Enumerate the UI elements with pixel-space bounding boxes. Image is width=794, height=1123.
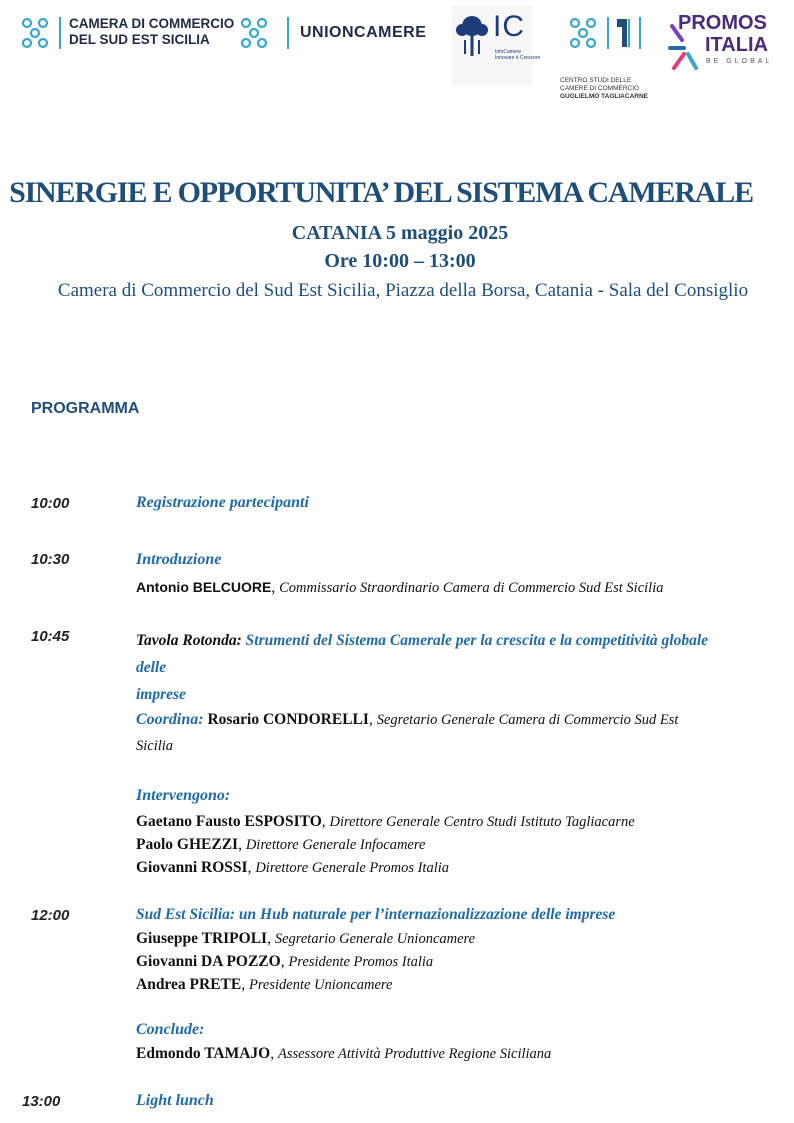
speaker-name: Paolo GHEZZI	[136, 836, 239, 853]
speaker-name: Andrea PRETE	[136, 976, 242, 993]
logo5-line2: ITALIA	[705, 34, 768, 56]
tavola-title-1: Strumenti del Sistema Camerale per la crescita e la competitività globale delle	[136, 632, 709, 676]
speaker-line: Giovanni DA POZZO, Presidente Promos Italia	[136, 953, 434, 970]
speaker-role: Direttore Generale Centro Studi Istituto Tagliacarne	[329, 814, 635, 830]
logo2-text: UNIONCAMERE	[300, 24, 427, 41]
swirl-icon	[236, 15, 272, 51]
agenda-time: 13:00	[22, 1093, 61, 1110]
coordina-role-1: Segretario Generale Camera di Commercio Sud Est	[376, 712, 679, 728]
logo1-line2: DEL SUD EST SICILIA	[69, 32, 210, 47]
agenda-title: Light lunch	[136, 1092, 214, 1109]
agenda-time: 10:30	[31, 551, 70, 568]
speaker-name: Giovanni DA POZZO	[136, 953, 281, 970]
logo3-line2: Innovare è Crescere	[495, 55, 541, 61]
programma-heading: PROGRAMMA	[31, 400, 140, 417]
logo4-line2: CAMERE DI COMMERCIO	[560, 85, 640, 92]
coordina-label: Coordina:	[136, 711, 204, 728]
agenda-time: 12:00	[31, 907, 70, 924]
speaker-role: Presidente Promos Italia	[288, 954, 434, 970]
event-venue: Camera di Commercio del Sud Est Sicilia, Piazza della Borsa, Catania - Sala del Consiglio	[57, 280, 749, 301]
speaker-line: Edmondo TAMAJO, Assessore Attività Produttive Regione Siciliana	[136, 1045, 552, 1062]
speaker-line: Paolo GHEZZI, Direttore Generale Infocamere	[136, 836, 426, 853]
speaker-line: Gaetano Fausto ESPOSITO, Direttore Generale Centro Studi Istituto Tagliacarne	[136, 813, 635, 830]
speaker-role: Segretario Generale Unioncamere	[274, 931, 476, 947]
logo1-line1: CAMERA DI COMMERCIO	[69, 16, 235, 31]
logo3-line1: InfoCamere	[495, 49, 522, 55]
tavola-title-2: imprese	[136, 686, 186, 703]
logo5-line3: BE GLOBAL	[706, 58, 773, 65]
coordina-role-2: Sicilia	[136, 738, 174, 754]
speaker-role: Direttore Generale Infocamere	[245, 837, 426, 853]
event-hours: Ore 10:00 – 13:00	[324, 250, 476, 272]
event-date: CATANIA 5 maggio 2025	[291, 222, 509, 244]
logo4-line3: GUGLIELMO TAGLIACARNE	[560, 93, 648, 100]
speaker-name: Giuseppe TRIPOLI	[136, 930, 268, 947]
agenda-time: 10:45	[31, 628, 70, 645]
speaker-line: Giuseppe TRIPOLI, Segretario Generale Unioncamere	[136, 930, 476, 947]
agenda-title: Registrazione partecipanti	[136, 494, 309, 511]
agenda-title: Introduzione	[136, 551, 222, 568]
agenda-time: 10:00	[31, 495, 70, 512]
swirl-icon	[565, 15, 601, 51]
conclude-label: Conclude:	[136, 1021, 205, 1038]
speaker-role: Presidente Unioncamere	[248, 977, 393, 993]
intervengono-label: Intervengono:	[136, 787, 231, 804]
speaker-role: Direttore Generale Promos Italia	[255, 860, 450, 876]
coordina-block: Coordina: Rosario CONDORELLI, Segretario Generale Camera di Commercio Sud Est Sicilia	[136, 711, 679, 754]
tavola-rotonda-title	[136, 627, 736, 708]
speaker-name: Giovanni ROSSI	[136, 859, 248, 876]
speaker-line: Giovanni ROSSI, Direttore Generale Promos Italia	[136, 859, 450, 876]
swirl-icon	[17, 15, 53, 51]
coordina-name: Rosario CONDORELLI	[207, 711, 369, 728]
speaker-name: Gaetano Fausto ESPOSITO	[136, 813, 322, 830]
speaker-line: Andrea PRETE, Presidente Unioncamere	[136, 976, 393, 993]
logo4-line1: CENTRO STUDI DELLE	[560, 77, 632, 84]
tagliacarne-mark-icon	[613, 17, 633, 51]
speaker-name: Antonio BELCUORE	[136, 579, 272, 595]
tavola-label: Tavola Rotonda:	[136, 632, 242, 649]
tree-icon	[454, 14, 490, 58]
speaker-role: Assessore Attività Produttive Regione Siciliana	[277, 1046, 552, 1062]
speaker-name: Edmondo TAMAJO	[136, 1045, 271, 1062]
speaker-role: Commissario Straordinario Camera di Commercio Sud Est Sicilia	[279, 580, 664, 596]
ic-mark: IC	[493, 10, 525, 43]
speaker-line: Antonio BELCUORE, Commissario Straordinario Camera di Commercio Sud Est Sicilia	[136, 579, 664, 596]
agenda-title: Sud Est Sicilia: un Hub naturale per l’internazionalizzazione delle imprese	[136, 906, 616, 923]
logo5-line1: PROMOS	[678, 12, 767, 34]
event-title: SINERGIE E OPPORTUNITA’ DEL SISTEMA CAMERALE	[9, 176, 753, 209]
